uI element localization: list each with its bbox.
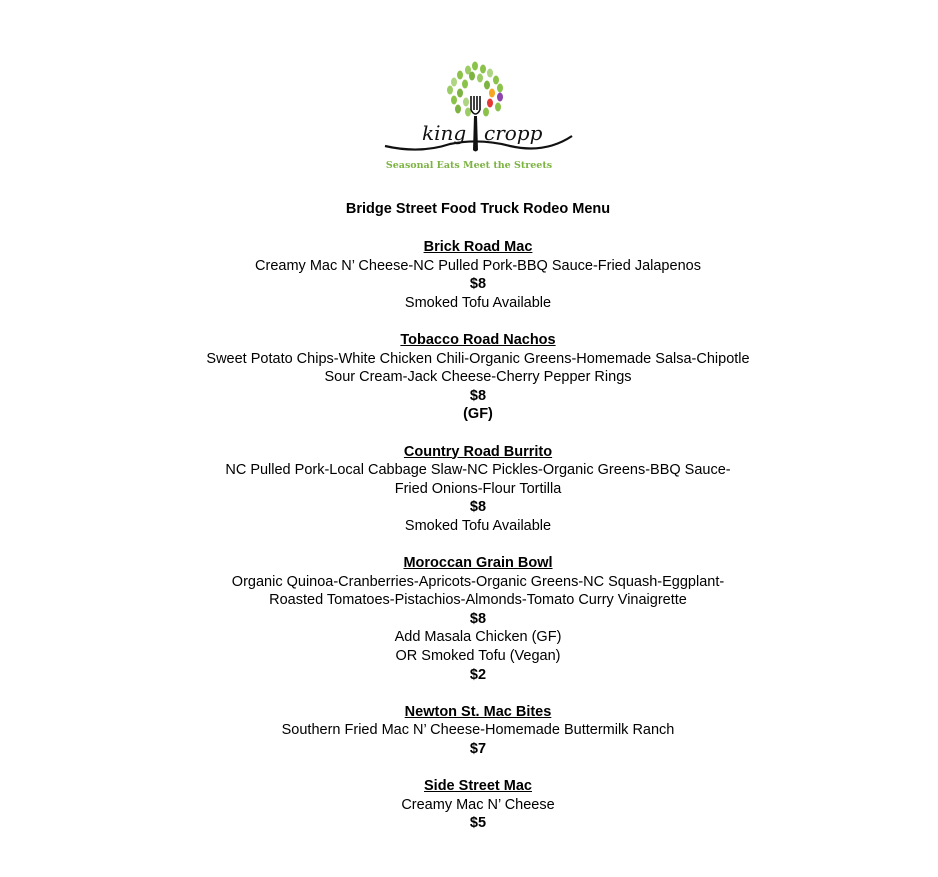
item-name: Country Road Burrito xyxy=(403,443,553,460)
logo-tagline: Seasonal Eats Meet the Streets xyxy=(385,160,553,171)
item-price: $8 xyxy=(469,276,487,293)
item-note: OR Smoked Tofu (Vegan) xyxy=(395,648,561,665)
item-note: Smoked Tofu Available xyxy=(404,294,552,311)
menu-item xyxy=(0,331,938,424)
addon-price: $2 xyxy=(469,666,487,683)
item-price: $8 xyxy=(469,610,487,627)
item-name: Tobacco Road Nachos xyxy=(400,331,556,348)
item-price: $8 xyxy=(469,499,487,516)
item-price: $5 xyxy=(469,815,487,832)
menu-item xyxy=(0,238,938,312)
item-price: $8 xyxy=(469,387,487,404)
item-note: Smoked Tofu Available xyxy=(404,517,552,534)
item-description: Southern Fried Mac N’ Cheese-Homemade Buttermilk Ranch xyxy=(281,722,675,739)
item-description: Sweet Potato Chips-White Chicken Chili-Organic Greens-Homemade Salsa-Chipotle Sour Cream-Jack Cheese-Cherry Pepper Rings xyxy=(206,350,750,386)
item-description: NC Pulled Pork-Local Cabbage Slaw-NC Pickles-Organic Greens-BBQ Sauce-Fried Onions-Flour Tortilla xyxy=(225,462,731,497)
item-name: Moroccan Grain Bowl xyxy=(403,555,553,572)
menu-list xyxy=(0,238,938,852)
brand-name-left: king xyxy=(422,121,467,145)
item-description: Creamy Mac N’ Cheese-NC Pulled Pork-BBQ Sauce-Fried Jalapenos xyxy=(255,257,701,274)
menu-item xyxy=(0,703,938,759)
item-name: Newton St. Mac Bites xyxy=(404,703,552,720)
menu-title: Bridge Street Food Truck Rodeo Menu xyxy=(345,201,611,217)
item-note: (GF) xyxy=(463,406,493,423)
item-price: $7 xyxy=(469,741,487,758)
menu-item xyxy=(0,777,938,833)
tree-fork-icon xyxy=(380,58,580,158)
menu-item xyxy=(0,554,938,684)
item-note: Add Masala Chicken (GF) xyxy=(394,629,562,646)
item-description: Organic Quinoa-Cranberries-Apricots-Organic Greens-NC Squash-Eggplant-Roasted Tomatoes-Pistachios-Almonds-Tomato Curry Vinaigrette xyxy=(231,573,725,609)
brand-name-right: cropp xyxy=(484,121,543,145)
item-name: Brick Road Mac xyxy=(423,239,533,255)
item-description: Creamy Mac N’ Cheese xyxy=(401,796,555,813)
menu-item xyxy=(0,443,938,536)
item-name: Side Street Mac xyxy=(424,778,532,795)
